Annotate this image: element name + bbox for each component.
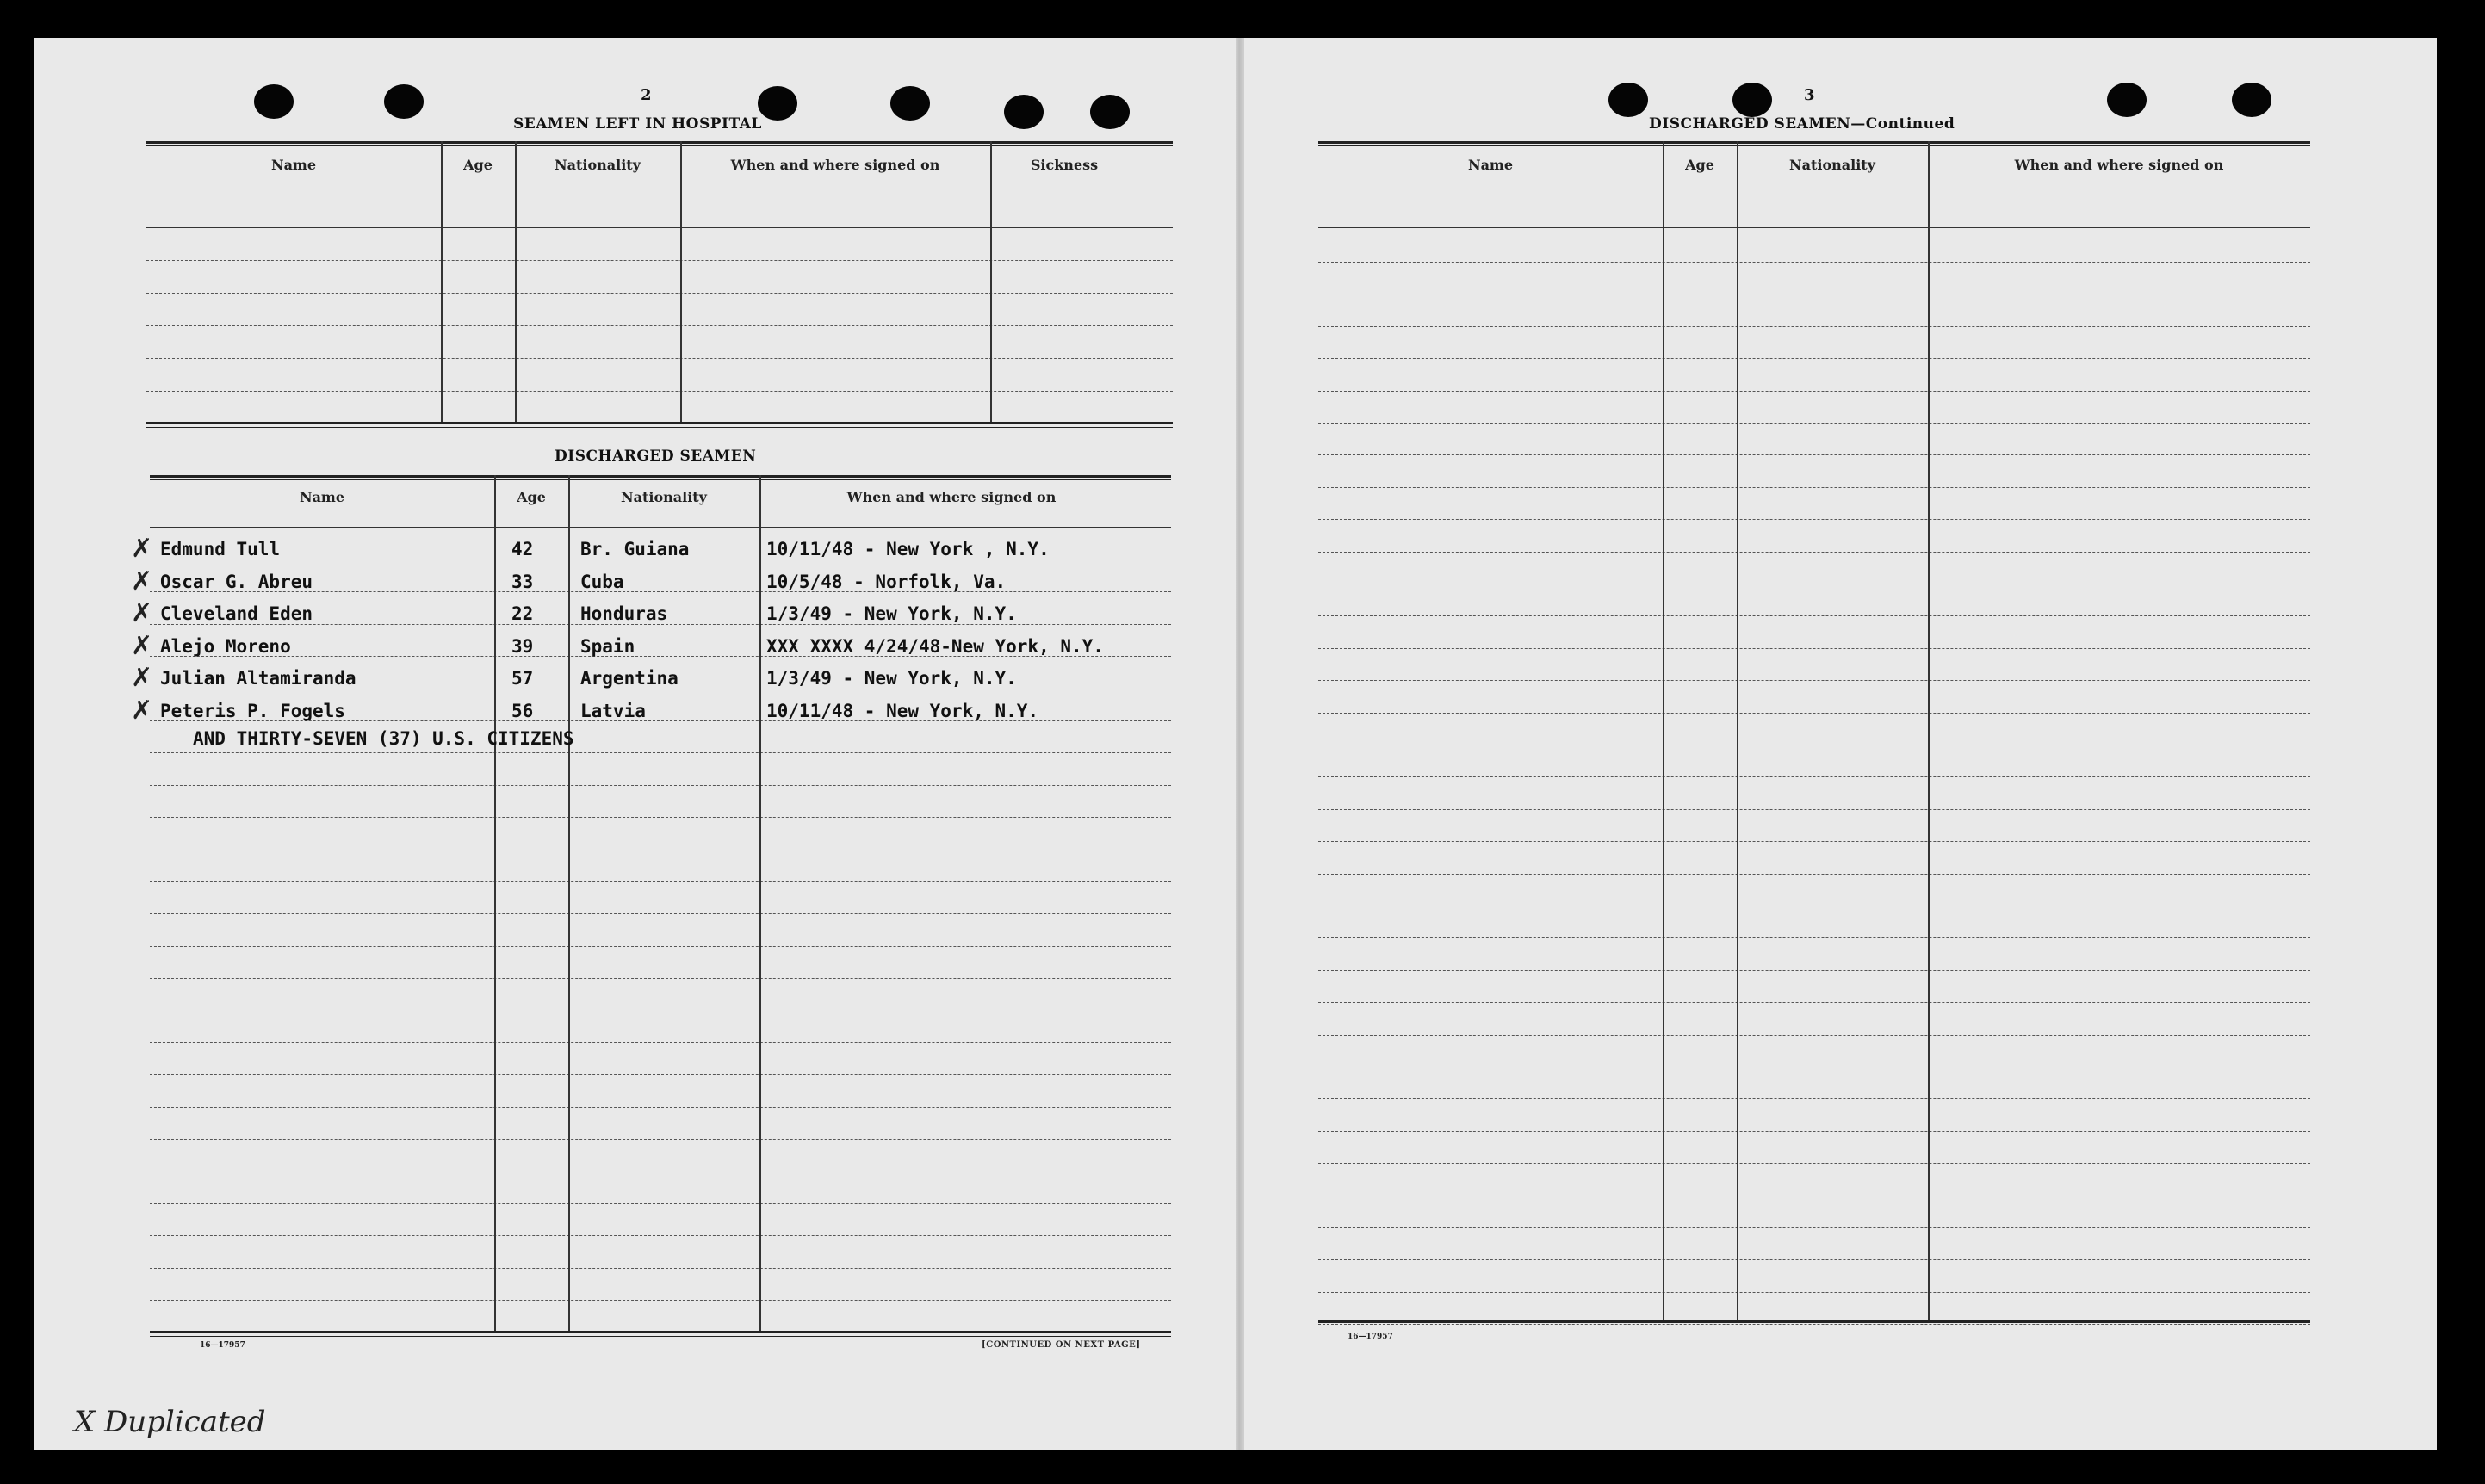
check-mark-icon: ✗ — [131, 598, 153, 628]
row-rule — [1318, 680, 2310, 681]
hospital-section-title: SEAMEN LEFT IN HOSPITAL — [513, 115, 762, 133]
discharged-table — [131, 475, 1171, 1336]
cell-nationality: Latvia — [580, 700, 646, 721]
column-header: Age — [517, 489, 546, 505]
row-rule — [150, 752, 1171, 753]
continued-note: [CONTINUED ON NEXT PAGE] — [982, 1340, 1141, 1350]
row-rule — [1318, 1002, 2310, 1003]
row-rule — [150, 1235, 1171, 1236]
row-rule — [1318, 519, 2310, 520]
row-rule — [1318, 552, 2310, 553]
cell-name: Cleveland Eden — [160, 603, 313, 624]
column-header: Age — [463, 157, 493, 173]
column-header: Name — [1467, 157, 1514, 173]
row-rule — [1318, 1163, 2310, 1164]
row-rule — [150, 946, 1171, 947]
row-rule — [150, 1042, 1171, 1043]
row-rule — [1318, 841, 2310, 842]
hospital-table — [146, 141, 1173, 429]
cell-name: Peteris P. Fogels — [160, 700, 345, 721]
row-rule — [150, 881, 1171, 882]
row-rule — [1318, 648, 2310, 649]
hospital-table-header — [146, 148, 1173, 191]
row-rule — [1318, 809, 2310, 810]
cell-signed-on: 10/11/48 - New York , N.Y. — [766, 539, 1050, 560]
column-header: Nationality — [621, 489, 707, 505]
row-rule — [150, 1139, 1171, 1140]
row-rule — [1318, 1259, 2310, 1260]
margin-handwritten-note: X Duplicated — [74, 1405, 266, 1439]
discharged-table-header — [150, 480, 1171, 525]
check-mark-icon: ✗ — [131, 630, 153, 661]
row-rule — [1318, 937, 2310, 938]
row-rule — [1318, 487, 2310, 488]
check-mark-icon: ✗ — [131, 566, 153, 597]
row-rule — [1318, 874, 2310, 875]
check-mark-icon: ✗ — [131, 695, 153, 726]
cell-age: 33 — [511, 571, 534, 592]
table-row — [131, 695, 1171, 731]
column-header: Age — [1685, 157, 1714, 173]
cell-name: Oscar G. Abreu — [160, 571, 313, 592]
cell-age: 56 — [511, 700, 534, 721]
row-rule — [1318, 454, 2310, 455]
right-page — [1210, 0, 2402, 1412]
row-rule — [150, 978, 1171, 979]
discharged-section-title: DISCHARGED SEAMEN — [555, 448, 757, 465]
row-rule — [1318, 1035, 2310, 1036]
row-rule — [1318, 423, 2310, 424]
row-rule — [1318, 713, 2310, 714]
summary-line: AND THIRTY-SEVEN (37) U.S. CITIZENS — [193, 728, 574, 749]
cell-nationality: Cuba — [580, 571, 624, 592]
row-rule — [1318, 970, 2310, 971]
cell-age: 39 — [511, 635, 534, 657]
row-rule — [1318, 326, 2310, 327]
row-rule — [150, 817, 1171, 818]
row-rule — [1318, 358, 2310, 359]
cell-name: Alejo Moreno — [160, 635, 291, 657]
check-mark-icon: ✗ — [131, 663, 153, 693]
table-row — [131, 598, 1171, 634]
cell-signed-on: 10/5/48 - Norfolk, Va. — [766, 571, 1007, 592]
column-header: Name — [270, 157, 317, 173]
right-table-header — [1318, 148, 2310, 191]
column-header: When and where signed on — [730, 157, 940, 173]
left-page — [0, 0, 1201, 1412]
row-rule — [1318, 615, 2310, 616]
row-rule — [150, 913, 1171, 914]
right-section-title: DISCHARGED SEAMEN—Continued — [1649, 115, 1955, 133]
row-rule — [1318, 262, 2310, 263]
cell-nationality: Honduras — [580, 603, 668, 624]
cell-nationality: Argentina — [580, 668, 679, 689]
cell-nationality: Spain — [580, 635, 635, 657]
cell-signed-on: 10/11/48 - New York, N.Y. — [766, 700, 1039, 721]
page-number: 3 — [1804, 86, 1815, 104]
form-code: 16—17957 — [200, 1341, 245, 1350]
column-header: Nationality — [555, 157, 641, 173]
column-header: When and where signed on — [846, 489, 1057, 505]
cell-age: 22 — [511, 603, 534, 624]
check-mark-icon: ✗ — [131, 534, 153, 564]
discharged-continued-table — [1318, 141, 2310, 1327]
cell-signed-on: 1/3/49 - New York, N.Y. — [766, 668, 1017, 689]
table-row — [131, 566, 1171, 602]
row-rule — [1318, 776, 2310, 777]
table-row — [131, 663, 1171, 698]
column-header: Sickness — [1030, 157, 1099, 173]
column-header: Name — [299, 489, 345, 505]
row-rule — [1318, 1131, 2310, 1132]
row-rule — [150, 1074, 1171, 1075]
row-rule — [150, 1300, 1171, 1301]
row-rule — [150, 1203, 1171, 1204]
column-header: Nationality — [1789, 157, 1875, 173]
cell-age: 57 — [511, 668, 534, 689]
table-row — [131, 534, 1171, 569]
cell-age: 42 — [511, 539, 534, 560]
form-code: 16—17957 — [1348, 1333, 1393, 1341]
cell-nationality: Br. Guiana — [580, 539, 690, 560]
cell-signed-on: XXX XXXX 4/24/48-New York, N.Y. — [766, 635, 1104, 657]
row-rule — [150, 1107, 1171, 1108]
row-rule — [1318, 1292, 2310, 1293]
page-number: 2 — [641, 86, 652, 104]
cell-name: Julian Altamiranda — [160, 668, 356, 689]
row-rule — [150, 1268, 1171, 1269]
row-rule — [1318, 1227, 2310, 1228]
row-rule — [150, 785, 1171, 786]
column-header: When and where signed on — [2014, 157, 2224, 173]
row-rule — [1318, 391, 2310, 392]
cell-signed-on: 1/3/49 - New York, N.Y. — [766, 603, 1017, 624]
row-rule — [1318, 1098, 2310, 1099]
cell-name: Edmund Tull — [160, 539, 281, 560]
table-row — [131, 630, 1171, 666]
